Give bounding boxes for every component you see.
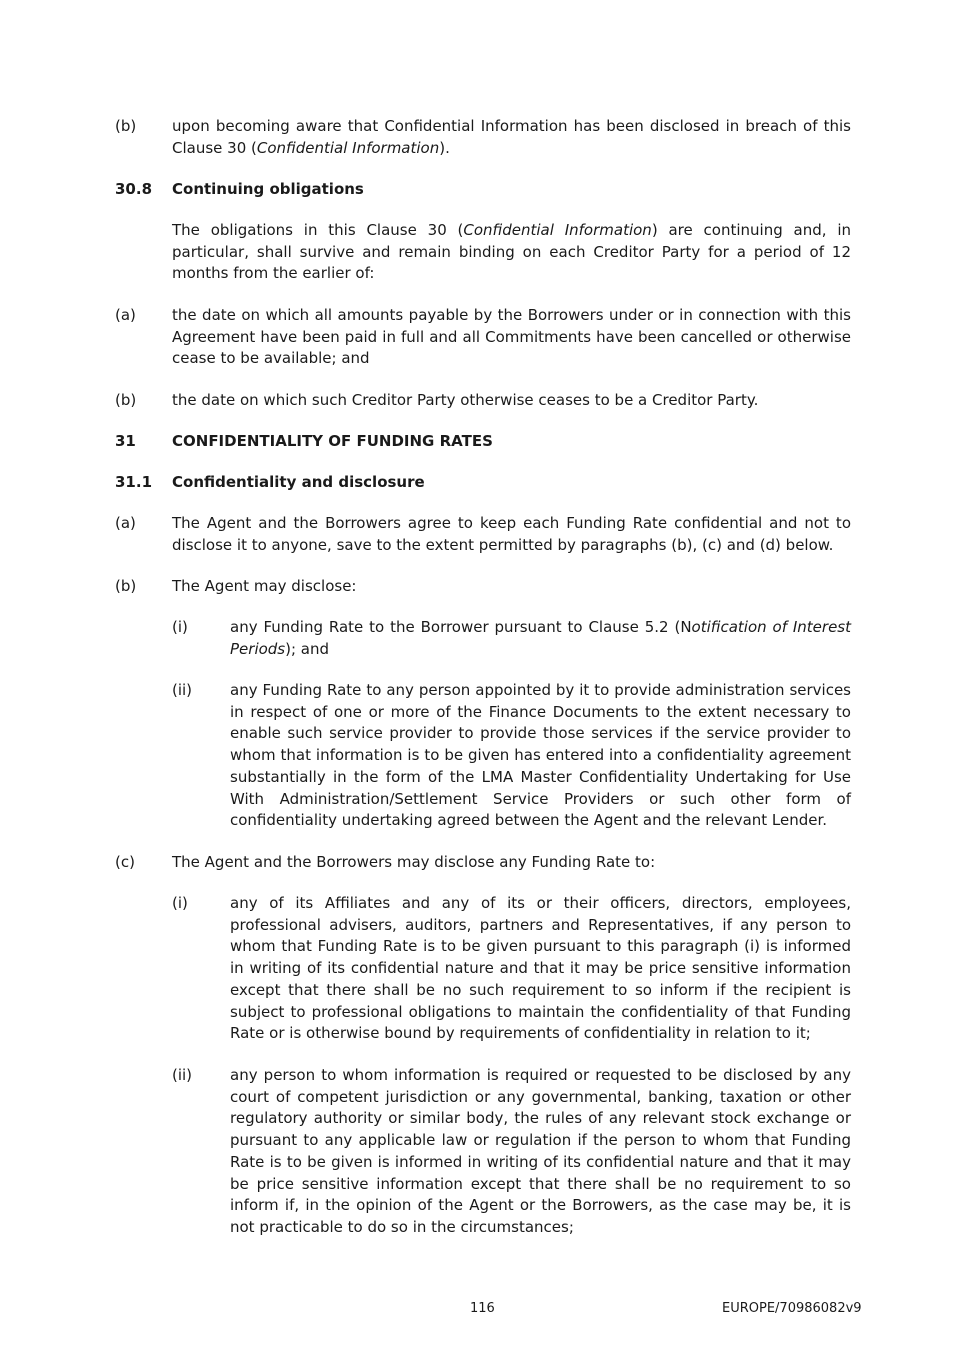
list-marker: (a) — [115, 514, 136, 532]
sub-list-marker: (ii) — [172, 1066, 193, 1084]
sub-list-marker: (ii) — [172, 681, 193, 699]
list-marker: (a) — [115, 306, 136, 324]
clause-heading: Continuing obligations — [172, 180, 364, 198]
paragraph: any Funding Rate to any person appointed by it to provide administration services in respect of one or more of the Finance Documents to the extent necessary to enable such service provider to provide those services if the service provider to whom that information is to be given has entered into a confidentiality agreement substantially in the form of the LMA Master Confidentiality Undertaking for Use With Administration/Settlement Service Providers or such other form of confidentiality undertaking agreed between the Agent and the relevant Lender. — [230, 681, 851, 830]
paragraph: the date on which all amounts payable by the Borrowers under or in connection with this Agreement have been paid in full and all Commitments have been cancelled or otherwise cease to be available; and — [172, 306, 851, 368]
clause-number: 31.1 — [115, 473, 153, 491]
paragraph: The Agent may disclose: — [172, 577, 357, 595]
list-marker: (b) — [115, 117, 137, 135]
paragraph: any of its Affiliates and any of its or their officers, directors, employees, professional advisers, auditors, partners and Representatives, if any person to whom that Funding Rate is to be given pursuant to this paragraph (i) is informed in writing of its confidential nature and that it may be price sensitive information except that there shall be no such requirement to so inform if the recipient is subject to professional obligations to maintain the confidentiality of that Funding Rate or is otherwise bound by requirements of confidentiality in relation to it; — [230, 894, 851, 1043]
paragraph: any person to whom information is required or requested to be disclosed by any court of competent jurisdiction or any governmental, banking, taxation or other regulatory authority or similar body, the rules of any relevant stock exchange or pursuant to any applicable law or regulation if the person to whom that Funding Rate is to be given is informed in writing of its confidential nature and that it may be price sensitive information except that there shall be no requirement to so inform if, in the opinion of the Agent or the Borrowers, as the case may be, it is not practicable to do so in the circumstances; — [230, 1066, 851, 1236]
list-marker: (b) — [115, 391, 137, 409]
clause-heading: CONFIDENTIALITY OF FUNDING RATES — [172, 432, 493, 450]
paragraph: The obligations in this Clause 30 (Confidential Information) are continuing and, in particular, shall survive and remain binding on each Creditor Party for a period of 12 months from the earlier of: — [172, 221, 851, 283]
clause-number: 31 — [115, 432, 136, 450]
paragraph: upon becoming aware that Confidential Information has been disclosed in breach of this Clause 30 (Confidential Information). — [172, 117, 851, 157]
list-marker: (c) — [115, 853, 135, 871]
clause-number: 30.8 — [115, 180, 153, 198]
page-number: 116 — [470, 1301, 495, 1316]
list-marker: (b) — [115, 577, 137, 595]
sub-list-marker: (i) — [172, 618, 188, 636]
paragraph: the date on which such Creditor Party otherwise ceases to be a Creditor Party. — [172, 391, 759, 409]
clause-heading: Confidentiality and disclosure — [172, 473, 425, 491]
sub-list-marker: (i) — [172, 894, 188, 912]
paragraph: any Funding Rate to the Borrower pursuant to Clause 5.2 (Notification of Interest Periods); and — [230, 618, 851, 658]
paragraph: The Agent and the Borrowers may disclose any Funding Rate to: — [172, 853, 656, 871]
paragraph: The Agent and the Borrowers agree to keep each Funding Rate confidential and not to disclose it to anyone, save to the extent permitted by paragraphs (b), (c) and (d) below. — [172, 514, 851, 554]
document-reference: EUROPE/70986082v9 — [722, 1301, 862, 1316]
